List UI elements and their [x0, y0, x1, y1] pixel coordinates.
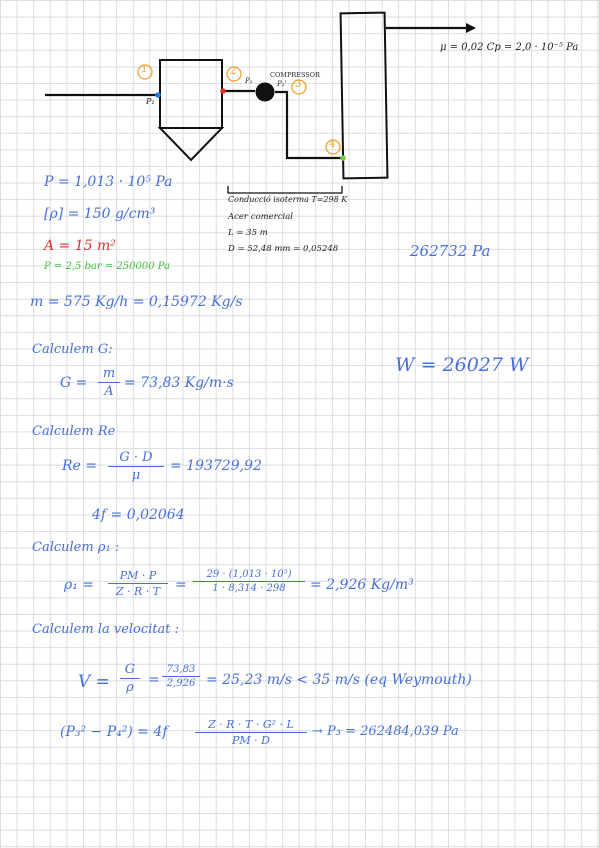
- separator-cone: [160, 128, 222, 160]
- w-result: W = 26027 W: [395, 354, 529, 376]
- point-p2: [220, 88, 226, 94]
- p2-label: P₂: [245, 77, 253, 85]
- point-p4: [340, 155, 346, 161]
- outlet-arrow-icon: [466, 23, 476, 33]
- p1-label: P₁: [146, 97, 155, 106]
- pressure-eq-fraction-bar: [195, 732, 307, 733]
- re-fraction: [108, 450, 164, 483]
- re-fraction-bar: [108, 466, 164, 467]
- point-p1: [155, 92, 161, 98]
- rho-numerator-1: PM · P: [119, 569, 157, 582]
- re-lhs: Re =: [62, 458, 98, 474]
- g-fraction: [98, 366, 120, 399]
- pipe-note-length: L = 35 m: [228, 228, 268, 238]
- column: [341, 13, 388, 179]
- pipe-note-isothermal: Conducció isoterma T=298 K: [228, 195, 348, 204]
- pressure-eq-result: → P₃ = 262484,039 Pa: [312, 724, 459, 739]
- pipe-bracket: [228, 186, 342, 193]
- top-properties: μ = 0,02 Cp = 2,0 · 10⁻⁵ Pa: [440, 42, 579, 53]
- v-fraction-bar-2: [162, 676, 200, 677]
- compressor-symbol: [256, 83, 275, 102]
- re-denominator: μ: [131, 468, 141, 483]
- given-density: [ρ] = 150 g/cm³: [44, 206, 156, 222]
- given-pressure: P = 1,013 · 10⁵ Pa: [44, 174, 173, 190]
- calc-re-title: Calculem Re: [32, 424, 116, 439]
- rho-fraction-2: [193, 569, 305, 594]
- rho-lhs: ρ₁ =: [64, 577, 95, 593]
- friction-factor: 4f = 0,02064: [92, 507, 185, 523]
- right-pressure-value: 262732 Pa: [410, 242, 491, 260]
- g-numerator: m: [102, 366, 116, 381]
- v-fraction-1: [120, 662, 140, 695]
- pipe-note-steel: Acer comercial: [228, 212, 293, 222]
- p2prime-label: P₂': [277, 80, 287, 88]
- pipe-note-diameter: D = 52,48 mm = 0,05248: [228, 244, 339, 254]
- given-green-pressure: P = 2,5 bar = 250000 Pa: [44, 261, 171, 272]
- rho-fraction-1: [108, 569, 168, 598]
- v-lhs: V =: [78, 672, 110, 692]
- calc-velocity-title: Calculem la velocitat :: [32, 622, 180, 637]
- v-denominator-2: 2,926: [166, 678, 196, 689]
- node-1-label: 1: [141, 64, 148, 75]
- v-fraction-2: [162, 664, 200, 689]
- pressure-eq-lhs: (P₃² − P₄²) = 4f: [60, 724, 168, 740]
- re-result: = 193729,92: [170, 458, 262, 474]
- given-area: A = 15 m²: [44, 238, 116, 254]
- g-denominator: A: [104, 384, 114, 399]
- node-4-label: 4: [329, 139, 336, 150]
- v-equals: =: [148, 672, 160, 688]
- calc-rho-title: Calculem ρ₁ :: [32, 540, 120, 555]
- rho-denominator-2: 1 · 8,314 · 298: [212, 583, 286, 594]
- v-numerator-1: G: [124, 662, 136, 677]
- v-fraction-bar-1: [120, 678, 140, 679]
- re-numerator: G · D: [119, 450, 153, 465]
- compressor-label: COMPRESSOR: [270, 71, 320, 79]
- calc-g-title: Calculem G:: [32, 342, 113, 357]
- v-denominator-1: ρ: [126, 680, 134, 695]
- rho-fraction-bar-2: [193, 581, 305, 582]
- separator-vessel: [160, 60, 222, 128]
- pressure-eq-fraction: [195, 718, 307, 747]
- pressure-eq-denominator: PM · D: [232, 734, 270, 747]
- pressure-eq-numerator: Z · R · T · G² · L: [208, 718, 294, 731]
- g-fraction-bar: [98, 382, 120, 383]
- rho-equals: =: [175, 577, 187, 593]
- rho-numerator-2: 29 · (1,013 · 10⁵): [206, 569, 292, 580]
- node-3-label: 3: [295, 79, 302, 90]
- rho-result: = 2,926 Kg/m³: [310, 577, 414, 593]
- v-result: = 25,23 m/s < 35 m/s (eq Weymouth): [206, 672, 472, 688]
- g-lhs: G =: [60, 375, 88, 391]
- rho-fraction-bar-1: [108, 583, 168, 584]
- mass-flow-line: m = 575 Kg/h = 0,15972 Kg/s: [30, 294, 243, 310]
- v-numerator-2: 73,83: [166, 664, 196, 675]
- g-result: = 73,83 Kg/m·s: [124, 375, 234, 391]
- node-2-label: 2: [230, 66, 237, 77]
- rho-denominator-1: Z · R · T: [115, 585, 161, 598]
